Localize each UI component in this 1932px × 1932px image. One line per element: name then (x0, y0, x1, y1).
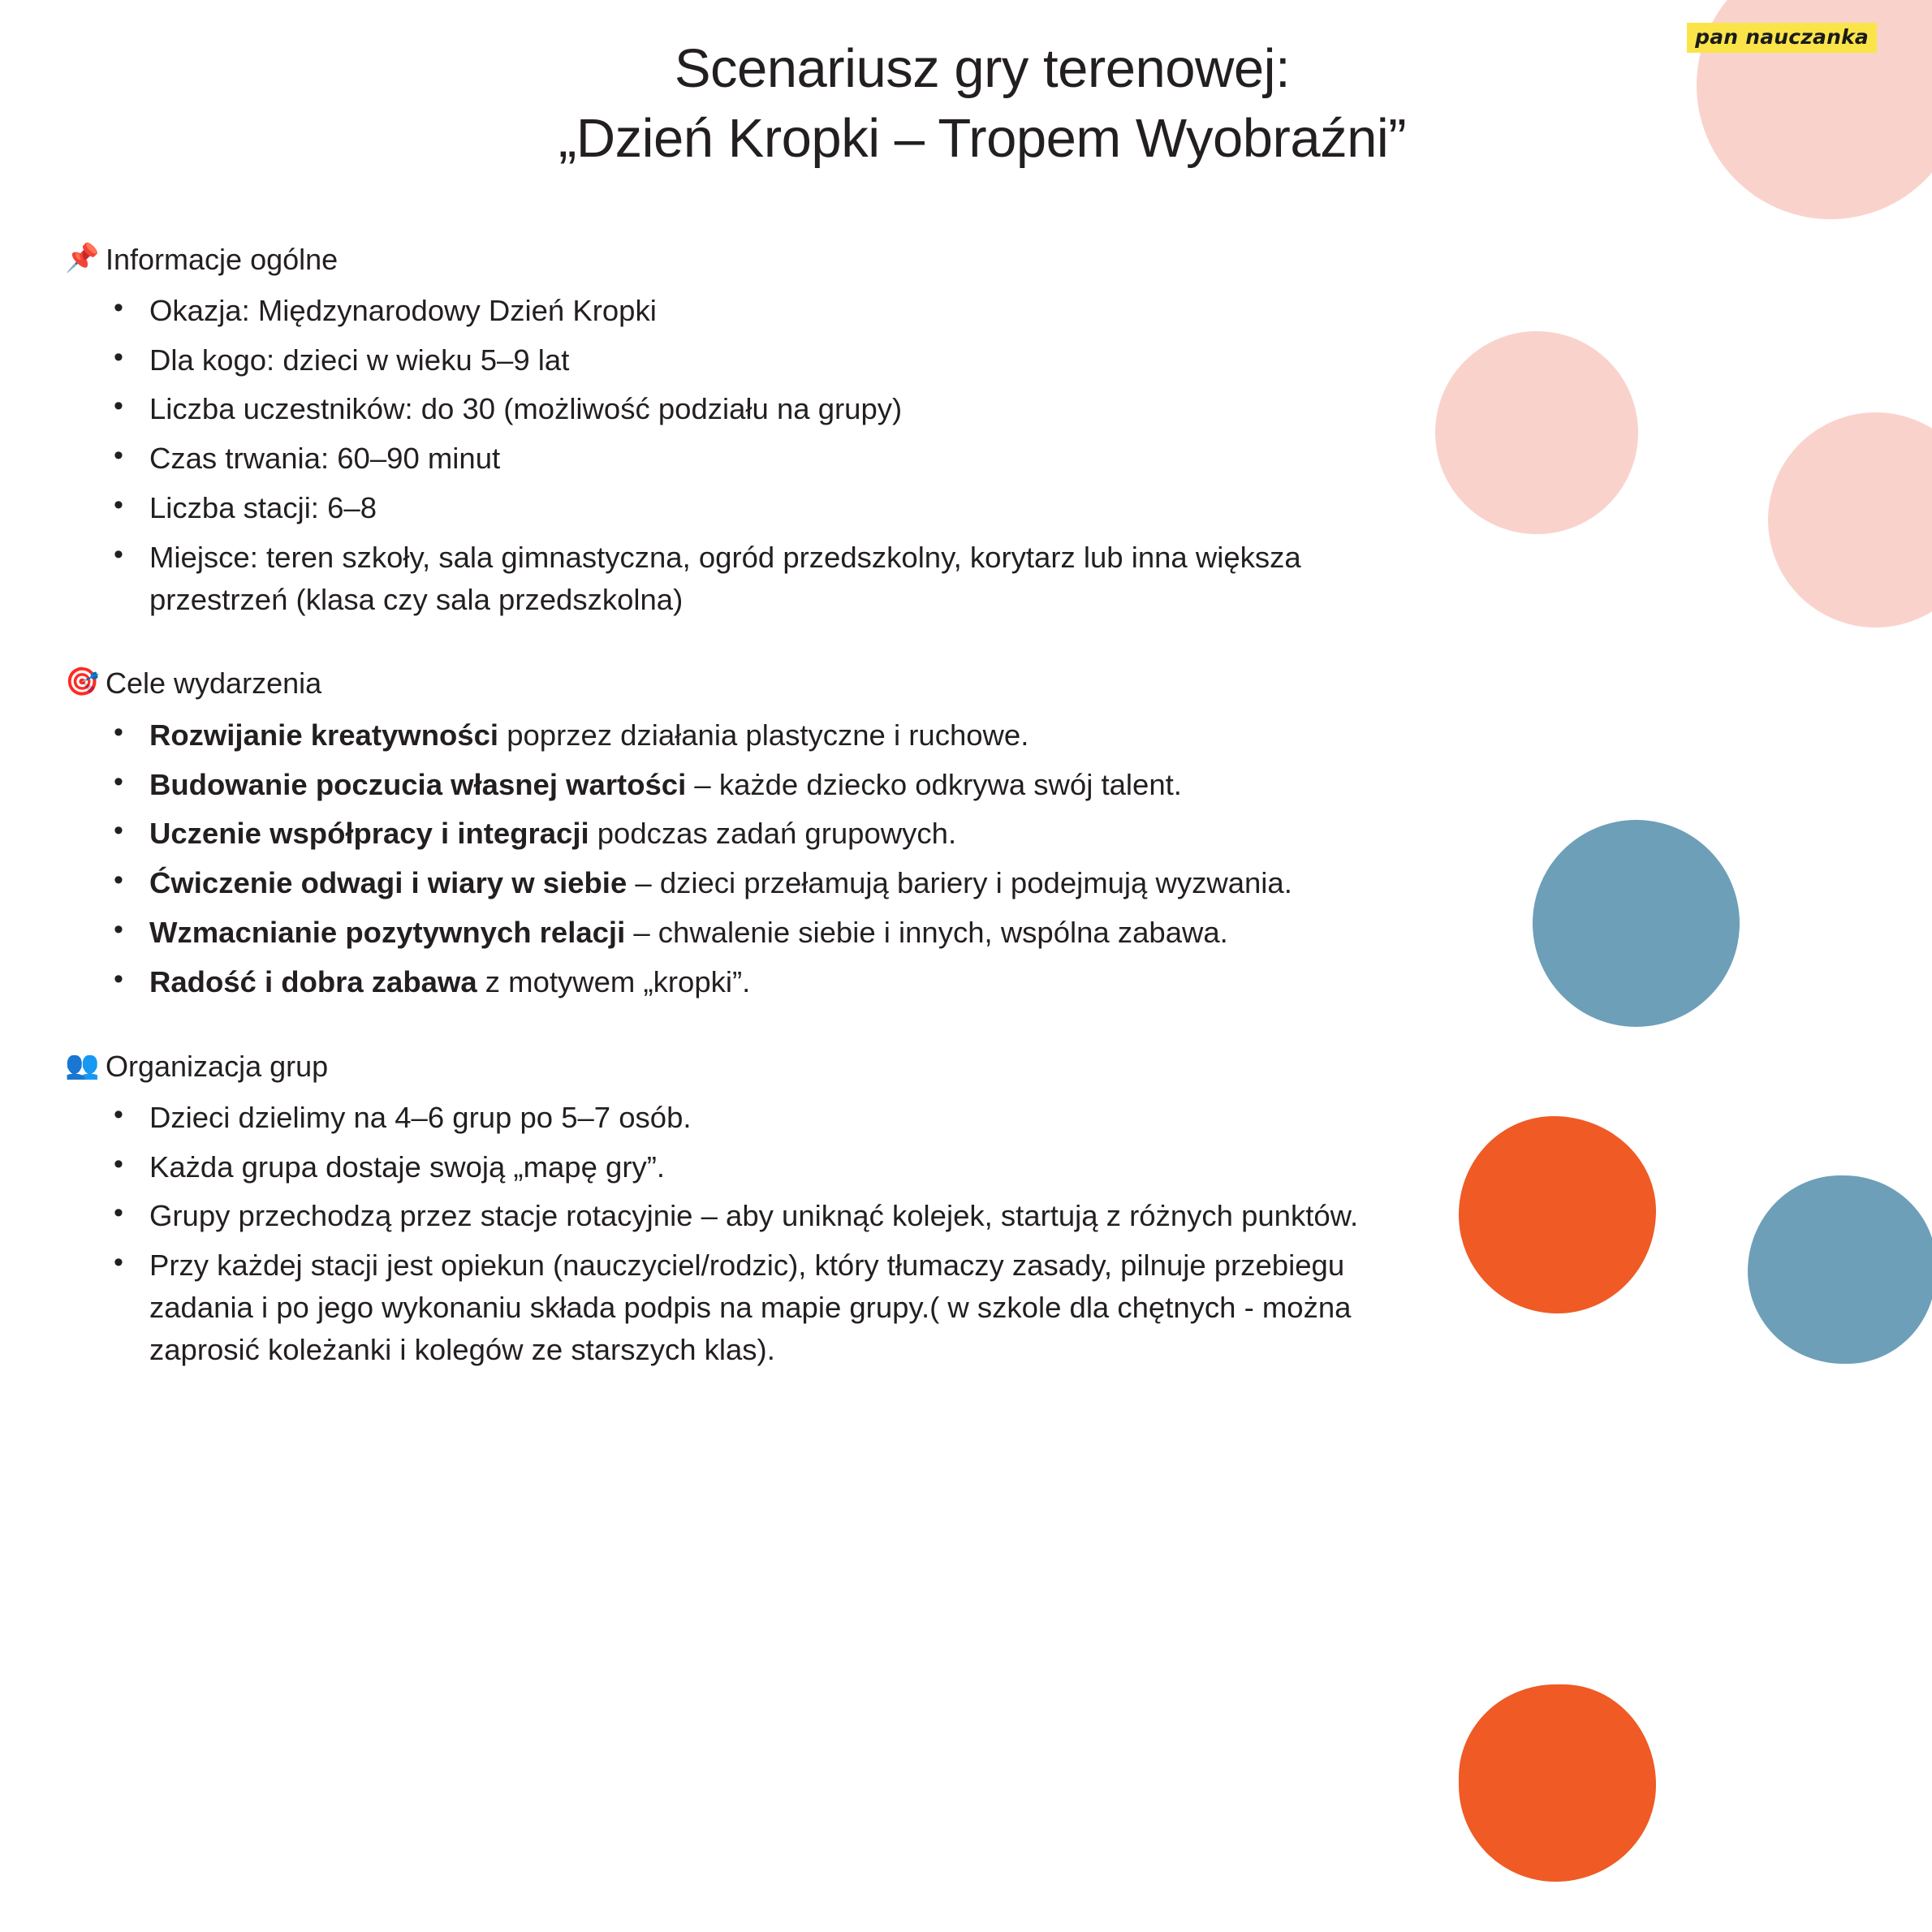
list-item: • Grupy przechodzą przez stacje rotacyjnie – aby uniknąć kolejek, startują z różnych punktów. (149, 1195, 1399, 1237)
section-heading-label: Organizacja grup (106, 1049, 329, 1083)
section-heading (65, 242, 1429, 277)
section-heading (65, 1049, 1429, 1084)
list-informacje-ogolne (65, 290, 1429, 621)
document-content (0, 242, 1429, 1371)
pushpin-icon: 📌 (65, 242, 100, 274)
list-item: • Dla kogo: dzieci w wieku 5–9 lat (149, 339, 1399, 382)
page-title-line-1: Scenariusz gry terenowej: (674, 38, 1291, 99)
list-item-text: – dzieci przełamują bariery i podejmują wyzwania. (627, 866, 1292, 900)
list-item: • Dzieci dzielimy na 4–6 grup po 5–7 osób. (149, 1097, 1399, 1139)
list-item-emphasis: Rozwijanie kreatywności (149, 718, 499, 752)
list-item-text: podczas zadań grupowych. (589, 817, 957, 851)
section-organizacja-grup (65, 1049, 1429, 1371)
list-item (149, 862, 1399, 904)
list-item: • Liczba uczestników: do 30 (możliwość podziału na grupy) (149, 388, 1399, 430)
list-item-text: – każde dziecko odkrywa swój talent. (686, 767, 1182, 801)
page-title (260, 34, 1672, 174)
list-cele-wydarzenia (65, 714, 1429, 1003)
list-item-emphasis: Wzmacnianie pozytywnych relacji (149, 915, 626, 949)
list-item: • Okazja: Międzynarodowy Dzień Kropki (149, 290, 1399, 332)
section-cele-wydarzenia (65, 666, 1429, 1003)
list-item-emphasis: Radość i dobra zabawa (149, 964, 477, 998)
brand-logo: pan nauczanka (1687, 23, 1877, 53)
list-item (149, 764, 1399, 806)
people-icon: 👥 (65, 1049, 100, 1080)
page-title-line-2: „Dzień Kropki – Tropem Wyobraźni” (558, 107, 1407, 169)
list-item (149, 813, 1399, 855)
list-item-text: z motywem „kropki”. (477, 964, 751, 998)
list-organizacja-grup (65, 1097, 1429, 1371)
section-heading-label: Cele wydarzenia (106, 666, 322, 701)
section-heading (65, 666, 1429, 701)
section-informacje-ogolne (65, 242, 1429, 621)
list-item (149, 961, 1399, 1003)
list-item-emphasis: Uczenie współpracy i integracji (149, 817, 589, 851)
list-item-text: poprzez działania plastyczne i ruchowe. (498, 718, 1029, 752)
list-item (149, 912, 1399, 954)
list-item: • Czas trwania: 60–90 minut (149, 438, 1399, 480)
target-icon: 🎯 (65, 666, 100, 698)
list-item: • Przy każdej stacji jest opiekun (nauczyciel/rodzic), który tłumaczy zasady, pilnuje przebiegu zadania i po jego wykonaniu składa podpis na mapie grupy.( w szkole dla chętnych - można zaprosić koleżanki i kolegów ze starszych klas). (149, 1244, 1399, 1370)
list-item-text: – chwalenie siebie i innych, wspólna zabawa. (625, 915, 1228, 949)
decorative-dot-orange-2 (1459, 1684, 1656, 1882)
list-item (149, 714, 1399, 757)
section-heading-label: Informacje ogólne (106, 242, 339, 276)
list-item: • Miejsce: teren szkoły, sala gimnastyczna, ogród przedszkolny, korytarz lub inna większa przestrzeń (klasa czy sala przedszkolna) (149, 537, 1399, 621)
list-item-emphasis: Ćwiczenie odwagi i wiary w siebie (149, 866, 627, 900)
list-item: • Liczba stacji: 6–8 (149, 487, 1399, 529)
list-item-emphasis: Budowanie poczucia własnej wartości (149, 767, 687, 801)
list-item: • Każda grupa dostaje swoją „mapę gry”. (149, 1146, 1399, 1188)
